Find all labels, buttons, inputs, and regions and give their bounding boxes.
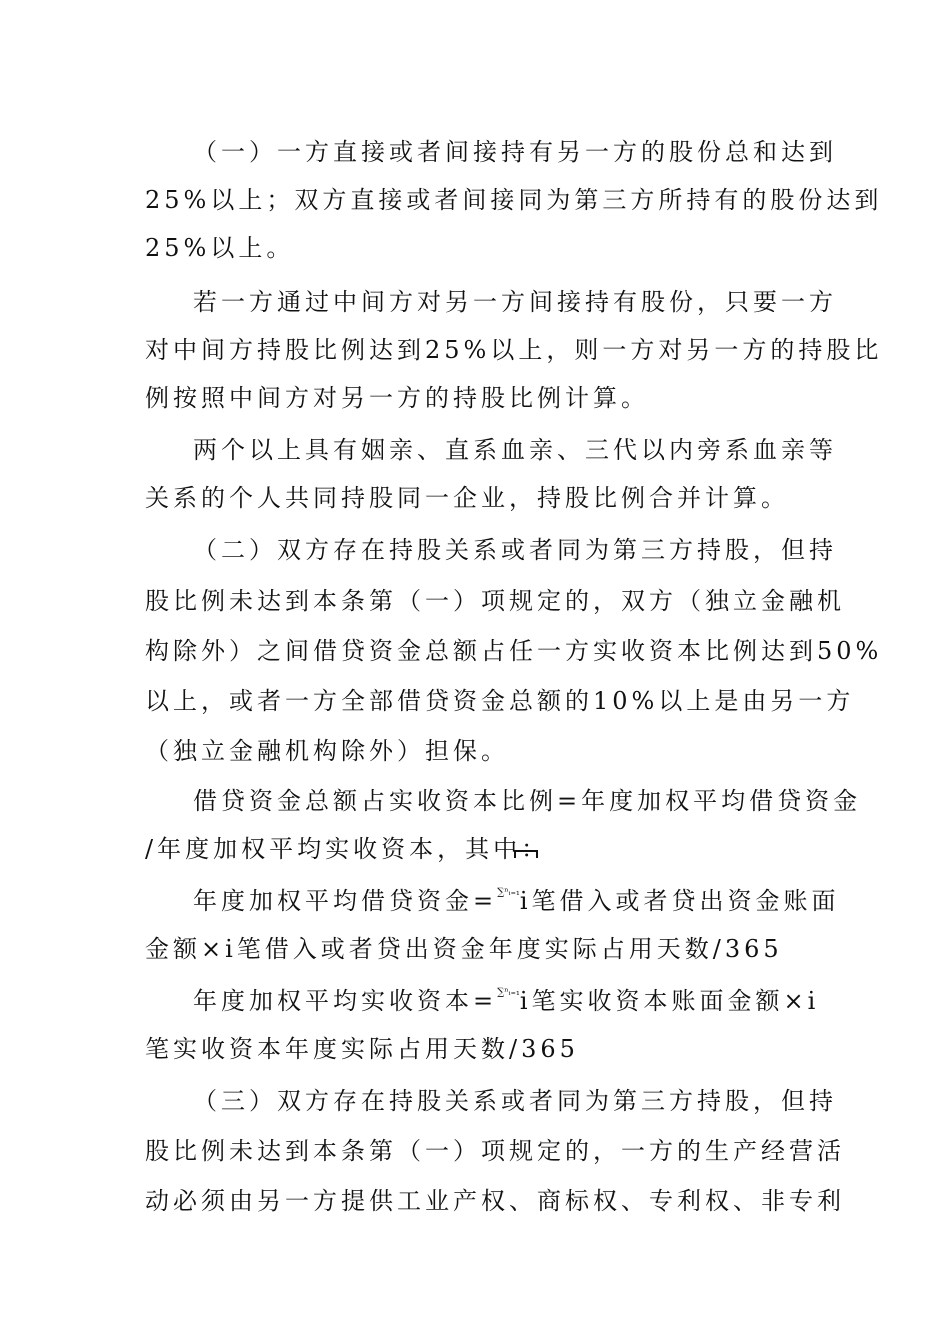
paragraph-line: 若一方通过中间方对另一方间接持有股份，只要一方 xyxy=(193,288,837,316)
paragraph-line: 股比例未达到本条第（一）项规定的，双方（独立金融机 xyxy=(145,587,845,615)
paragraph-line: （独立金融机构除外）担保。 xyxy=(145,737,509,765)
paragraph-line: （三）双方存在持股关系或者同为第三方持股，但持 xyxy=(193,1087,837,1115)
paragraph-line: 笔实收资本年度实际占用天数/365 xyxy=(145,1035,579,1063)
paragraph-line: 构除外）之间借贷资金总额占任一方实收资本比例达到50% xyxy=(145,637,883,665)
paragraph-line: 例按照中间方对另一方的持股比例计算。 xyxy=(145,384,649,412)
formula-line xyxy=(193,885,840,917)
formula-text: i笔实收资本账面金额×i xyxy=(519,987,820,1015)
paragraph-line: 动必须由另一方提供工业产权、商标权、专利权、非专利 xyxy=(145,1187,845,1215)
paragraph-line: 以上，或者一方全部借贷资金总额的10%以上是由另一方 xyxy=(145,687,855,715)
paragraph-line: 对中间方持股比例达到25%以上，则一方对另一方的持股比 xyxy=(145,336,883,364)
paragraph-line: （二）双方存在持股关系或者同为第三方持股，但持 xyxy=(193,536,837,564)
formula-text: i笔借入或者贷出资金账面 xyxy=(519,887,840,915)
paragraph-line: 借贷资金总额占实收资本比例=年度加权平均借贷资金 xyxy=(193,787,862,815)
sigma-symbol: ∑ⁿᵢ₌₁ xyxy=(497,887,520,898)
sigma-symbol: ∑ⁿᵢ₌₁ xyxy=(497,987,520,998)
paragraph-line: 股比例未达到本条第（一）项规定的，一方的生产经营活 xyxy=(145,1137,845,1165)
formula-label: 年度加权平均借贷资金= xyxy=(193,887,498,915)
formula-placeholder-mark xyxy=(514,850,538,858)
paragraph-line: /年度加权平均实收资本，其中： xyxy=(145,835,550,863)
paragraph-line: 25%以上；双方直接或者间接同为第三方所持有的股份达到 xyxy=(145,186,883,214)
paragraph-line: 25%以上。 xyxy=(145,234,295,262)
paragraph-line: 两个以上具有姻亲、直系血亲、三代以内旁系血亲等 xyxy=(193,436,837,464)
paragraph-line: 金额×i笔借入或者贷出资金年度实际占用天数/365 xyxy=(145,935,783,963)
paragraph-line: （一）一方直接或者间接持有另一方的股份总和达到 xyxy=(193,138,837,166)
paragraph-line: 关系的个人共同持股同一企业，持股比例合并计算。 xyxy=(145,484,789,512)
formula-label: 年度加权平均实收资本= xyxy=(193,987,498,1015)
formula-line xyxy=(193,985,820,1017)
